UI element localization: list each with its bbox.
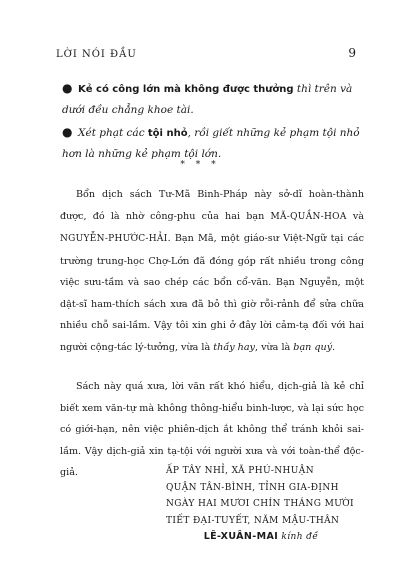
signer-closing: kính đề [278, 532, 319, 542]
signature-line: ẤP TÂY NHỈ, XÃ PHÚ-NHUẬN [166, 466, 314, 476]
para1-text-2: và [346, 210, 364, 222]
collaborator-name-1: MÃ-QUẦN-HOA [270, 211, 347, 222]
signature-line: TIẾT ĐẠI-TUYẾT, NĂM MẬU-THÂN [166, 515, 340, 526]
para1-text-4: , vừa là [254, 341, 294, 353]
signer-line [166, 529, 356, 546]
page-header [56, 46, 356, 60]
signature-block [166, 463, 356, 546]
para1-text-3: . Bạn Mã, một giáo-sư Việt-Ngữ tại các trường trung-học Chợ-Lớn đã đóng góp rất nhiều trong công việc sưu-tầm và sao chép các bổn cổ-văn. Bạn Nguyễn, một dật-sĩ ham-thích sách xưa đã bỏ thì giờ rỗi-rảnh để sửa chữa nhiều chỗ sai-lầm. Vậy tôi xin ghi ở đây lời cảm-tạ đối với hai người cộng-tác lý-tưởng, vừa là [60, 233, 364, 353]
para1-italic-2: bạn quý [293, 341, 333, 353]
maxim-1-bold: Kẻ có công lớn mà không được thưởng [78, 84, 294, 95]
apology-paragraph: Sách này quá xưa, lời văn rất khó hiểu, dịch-giả là kẻ chỉ biết xem văn-tự mà không thông-hiểu binh-lược, và lại sức học có giới-hạn, nên việc phiên-dịch ắt không thể tránh khỏi sai-lầm. Vậy dịch-giả xin tạ-tội với người xưa và với toàn-thể độc-giả. [60, 381, 364, 478]
bullet-icon: ● [62, 81, 73, 95]
acknowledgement-paragraph [60, 184, 364, 358]
page-number: 9 [348, 46, 356, 60]
para1-italic-1: thầy hay [213, 341, 255, 353]
maxim-2-italic-a: Xét phạt các [78, 127, 148, 139]
collaborator-name-2: NGUYỄN-PHƯỚC-HẢI [60, 234, 168, 244]
chapter-title: LỜI NÓI ĐẦU [56, 49, 137, 60]
maxim-2-italic-b: , rồi giết những kẻ phạm tội nhỏ hơn là những kẻ phạm tội lớn. [62, 127, 360, 160]
section-separator: * * * [180, 160, 220, 170]
signature-line: NGÀY HAI MƯƠI CHÍN THÁNG MƯỜI [166, 499, 354, 509]
bullet-icon: ● [62, 125, 73, 139]
maxim-2-bold: tội nhỏ [147, 128, 188, 139]
signature-line: QUẬN TÂN-BÌNH, TỈNH GIA-ĐỊNH [166, 482, 339, 493]
maxim-1-italic: thì trên và dưới đều chẳng khoe tài. [62, 83, 353, 116]
signer-name: LÊ-XUÂN-MAI [203, 531, 279, 542]
para1-text-1: Bổn dịch sách Tư-Mã Binh-Pháp này sở-dĩ hoàn-thành được, đó là nhờ công-phu của hai bạn [60, 189, 364, 222]
maxim-1 [62, 78, 362, 120]
maxim-2 [62, 122, 362, 164]
para1-text-5: . [332, 341, 336, 353]
